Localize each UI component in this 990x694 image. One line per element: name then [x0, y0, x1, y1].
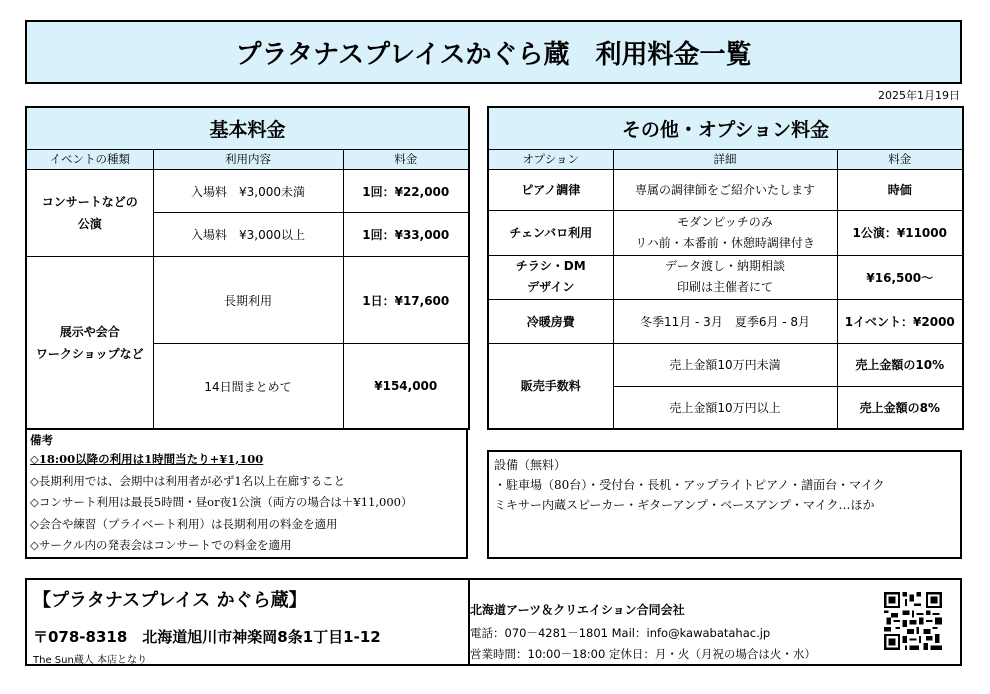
col-event-type: イベントの種類	[26, 149, 153, 169]
event-type-exhibition	[26, 257, 153, 429]
option-fee-table	[487, 106, 964, 430]
list-item: ◇サークル内の発表会はコンサートでの料金を適用	[30, 538, 292, 552]
table-cell: 1日：¥17,600	[343, 257, 469, 344]
event-type-concert	[26, 169, 153, 256]
table-cell: 入場料 ¥3,000未満	[153, 169, 343, 213]
detail-line: モダンピッチのみ	[677, 214, 773, 229]
option-aircon: 冷暖房費	[488, 300, 613, 344]
list-item: ◇会合や練習（プライベート利用）は長期利用の料金を適用	[30, 516, 338, 531]
table-cell	[613, 255, 837, 300]
table-cell: 1イベント：¥2000	[837, 300, 963, 344]
venue-name: 【プラタナスプレイス かぐら蔵】	[33, 590, 307, 611]
list-item: ◇長期利用では、会期中は利用者が必ず1名以上在廊すること	[30, 473, 346, 488]
table-cell: 長期利用	[153, 257, 343, 344]
equipment-line: ・駐車場（80台）・受付台・長机・アップライトピアノ・譜面台・マイク	[494, 478, 885, 492]
table-cell: 売上金額10万円未満	[613, 343, 837, 386]
option-fee-header: その他・オプション料金	[488, 107, 963, 149]
equipment-box	[487, 450, 962, 559]
event-type-concert-label: コンサートなどの公演	[41, 194, 138, 231]
table-cell: ¥154,000	[343, 344, 469, 429]
detail-line: リハ前・本番前・休憩時調律付き	[635, 235, 815, 250]
footer	[25, 578, 962, 666]
footer-company-block	[468, 580, 960, 664]
table-cell: 14日間まとめて	[153, 344, 343, 429]
option-flyer-line1: チラシ・DM	[515, 259, 586, 274]
page-title: プラタナスプレイスかぐら蔵 利用料金一覧	[25, 20, 962, 84]
option-piano: ピアノ調律	[488, 170, 613, 211]
footer-venue-block	[27, 580, 470, 664]
table-cell: 売上金額10万円以上	[613, 386, 837, 429]
table-cell: 1公演：¥11000	[837, 210, 963, 255]
company-name: 北海道アーツ＆クリエイション合同会社	[470, 603, 685, 617]
table-cell: 入場料 ¥3,000以上	[153, 213, 343, 257]
col-detail: 詳細	[613, 149, 837, 169]
option-flyer	[488, 255, 613, 300]
equipment-title: 設備（無料）	[494, 458, 567, 472]
option-flyer-line2: デザイン	[527, 280, 575, 295]
table-cell: 1回：¥33,000	[343, 213, 469, 257]
notes-title: 備考	[30, 433, 53, 447]
col-price: 料金	[343, 149, 469, 169]
col-price: 料金	[837, 149, 963, 169]
event-type-exhibition-line1: 展示や会合	[59, 324, 120, 339]
event-type-exhibition-line2: ワークショップなど	[35, 346, 144, 361]
qr-code-icon[interactable]	[884, 592, 942, 650]
issue-date: 2025年1月19日	[878, 89, 960, 102]
basic-fee-table	[25, 106, 470, 430]
equipment-line: ミキサー内蔵スピーカー・ギターアンプ・ベースアンプ・マイク…ほか	[494, 498, 875, 512]
notes-highlight: ◇18:00以降の利用は1時間当たり+¥1,100	[30, 452, 264, 466]
table-cell: 1回：¥22,000	[343, 169, 469, 213]
company-hours: 営業時間：10:00－18:00 定休日：月・火（月祝の場合は火・水）	[470, 647, 816, 661]
option-sales-commission: 販売手数料	[488, 343, 613, 429]
company-contact: 電話：070－4281－1801 Mail：info@kawabatahac.jp	[470, 626, 771, 640]
table-cell: 売上金額の10%	[837, 343, 963, 386]
table-cell: 売上金額の8%	[837, 386, 963, 429]
basic-fee-header: 基本料金	[26, 107, 469, 149]
col-content: 利用内容	[153, 149, 343, 169]
table-cell: ¥16,500～	[837, 255, 963, 300]
table-cell: 専属の調律師をご紹介いたします	[613, 170, 837, 211]
detail-line: データ渡し・納期相談	[664, 259, 785, 274]
option-cembalo: チェンバロ利用	[488, 210, 613, 255]
table-cell	[613, 210, 837, 255]
venue-note: The Sun蔵人 本店となり	[33, 655, 147, 666]
col-option: オプション	[488, 149, 613, 169]
table-cell: 時価	[837, 170, 963, 211]
notes-box	[25, 428, 468, 559]
list-item: ◇コンサート利用は最長5時間・昼or夜1公演（両方の場合は＋¥11,000）	[30, 495, 413, 509]
table-cell: 冬季11月 - 3月 夏季6月 - 8月	[613, 300, 837, 344]
venue-address: 〒078-8318 北海道旭川市神楽岡8条1丁目1-12	[33, 628, 381, 646]
detail-line: 印刷は主催者にて	[676, 280, 773, 295]
